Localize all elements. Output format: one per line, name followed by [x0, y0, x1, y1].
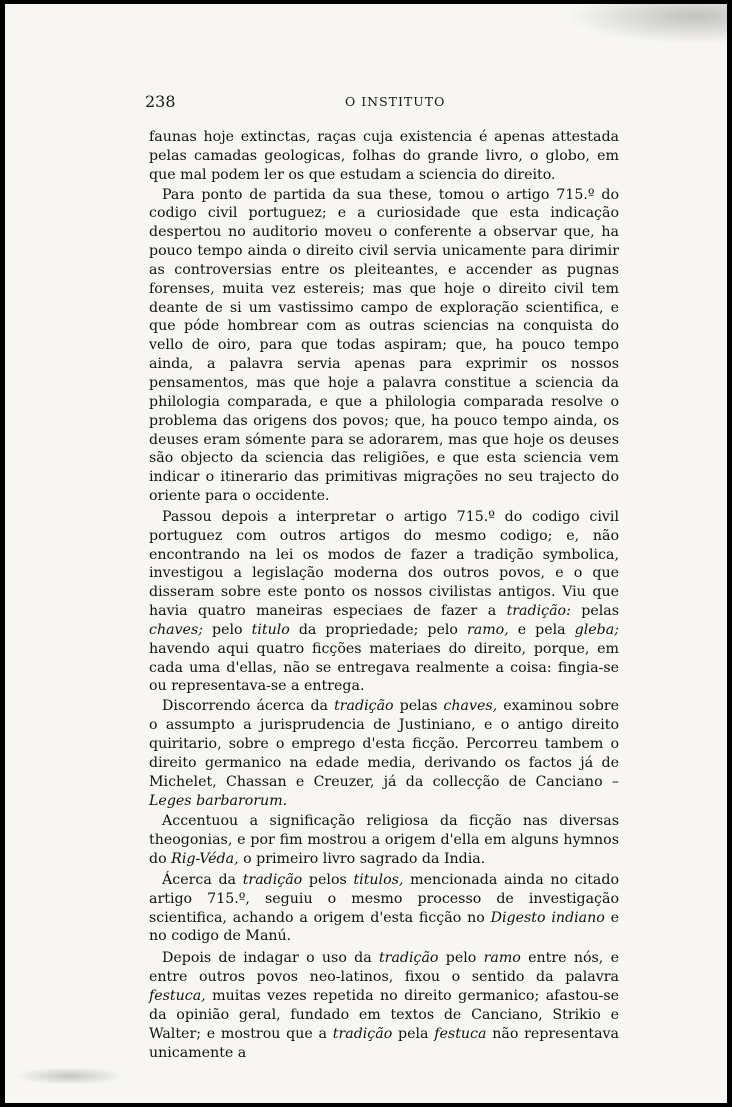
italic-term: Leges barbarorum. — [149, 792, 288, 809]
text-span: pelo — [438, 950, 484, 967]
italic-term: chaves; — [149, 621, 204, 638]
text-span: mencionada ainda no citado artigo 715.º, seguiu o mesmo processo de investigação scientifica, achando a origem d'esta ficção no — [149, 871, 620, 926]
italic-term: tradição — [332, 1025, 393, 1042]
paragraph — [149, 871, 619, 946]
italic-term: tradição — [378, 950, 439, 967]
italic-term: titulo — [251, 621, 290, 638]
text-span: pelas — [393, 698, 444, 715]
text-span: Accentuou a significação religiosa da ficção nas diversas theogonias, e por fim mostrou a origem d'ella em alguns hymnos do — [149, 813, 619, 868]
paragraph — [149, 949, 619, 1062]
italic-term: ramo — [483, 950, 521, 967]
text-span: examinou sobre o assumpto a jurisprudencia de Justiniano, e o antigo direito quiritario, sobre o emprego d'esta ficção. Percorreu tambem o direito germanico na edade media, derivando os factos já de Michelet, Chassan e Creuzer, já da collecção de Canciano – — [149, 698, 619, 790]
italic-term: festuca, — [149, 987, 206, 1004]
italic-term: gleba; — [574, 621, 620, 638]
text-span: Ácerca da — [162, 871, 243, 888]
text-span: Depois de indagar o uso da — [162, 950, 379, 967]
text-span: entre nós, e entre outros povos neo-latinos, fixou o sentido da palavra — [149, 950, 619, 986]
page-number: 238 — [145, 92, 176, 111]
running-title: O INSTITUTO — [345, 94, 446, 109]
text-span: pelos — [302, 871, 354, 888]
paragraph — [149, 186, 619, 506]
italic-term: Digesto indiano — [490, 909, 605, 926]
italic-term: chaves, — [443, 698, 498, 715]
italic-term: tradição — [242, 871, 303, 888]
text-span: havendo aqui quatro ficções materiaes do direito, porque, em cada uma d'ellas, não se entregava realmente a coisa: fingia-se ou representava-se a entrega. — [149, 640, 619, 695]
text-span: e no codigo de Manú. — [149, 909, 620, 945]
scan-smudge-top — [567, 4, 727, 44]
text-span: pelas — [570, 603, 619, 620]
italic-term: tradição — [334, 698, 394, 715]
text-span: Discorrendo ácerca da — [162, 698, 335, 715]
text-span: Passou depois a interpretar o artigo 715.º do codigo civil portuguez com outros artigos do mesmo codigo; e, não encontrando na lei os modos de fazer a tradição symbolica, investigou a legislação moderna dos outros povos, e o que disseram sobre este ponto os nossos civilistas antigos. Viu que havia quatro maneiras especiaes de fazer a — [149, 508, 619, 620]
italic-term: tradição: — [506, 603, 571, 620]
text-span: muitas vezes repetida no direito germanico; afastou-se da opinião geral, fundado em textos de Canciano, Strikio e Walter; e mostrou que a — [149, 987, 619, 1042]
text-span: não representava unicamente a — [149, 1025, 620, 1061]
page-header — [145, 92, 625, 114]
paragraph — [149, 697, 619, 810]
italic-term: ramo, — [466, 621, 509, 638]
italic-term: titulos, — [353, 871, 404, 888]
book-page — [5, 4, 727, 1103]
text-span: pelo — [203, 621, 252, 638]
italic-term: Rig-Véda, — [171, 851, 239, 868]
text-span: e pela — [508, 621, 575, 638]
text-span: o primeiro livro sagrado da India. — [238, 851, 486, 868]
paragraph — [149, 812, 619, 869]
paragraph — [149, 508, 619, 696]
text-span: Para ponto de partida da sua these, tomou o artigo 715.º do codigo civil portuguez; e a curiosidade que esta indicação despertou no auditorio moveu o conferente a observar que, ha pouco tempo ainda o direito civil servia unicamente para dirimir as controversias entre os pleiteantes, e accender as pugnas forenses, muita vez estereis; mas que hoje o direito civil tem deante de si um vastissimo campo de exploração scientifica, e que póde hombrear com as outras sciencias na conquista do vello de oiro, para que todas aspiram; que, ha pouco tempo ainda, a palavra servia apenas para exprimir os nossos pensamentos, mas que hoje a palavra constitue a sciencia da philologia comparada, e que a philologia comparada resolve o problema das origens dos povos; que, ha pouco tempo ainda, os deuses eram sómente para se adorarem, mas que hoje os deuses são objecto da sciencia das religiões, e que esta sciencia vem indicar o itinerario das primitivas migrações no seu trajecto do oriente para o occidente. — [149, 186, 619, 505]
text-span: pela — [392, 1025, 435, 1042]
paragraph — [149, 128, 619, 185]
scan-smudge-bottom — [15, 1067, 125, 1085]
body-text — [149, 128, 619, 1062]
text-span: da propriedade; pelo — [289, 621, 467, 638]
text-span: faunas hoje extinctas, raças cuja existencia é apenas attestada pelas camadas geologicas, folhas do grande livro, o globo, em que mal podem ler os que estudam a sciencia do direito. — [149, 129, 619, 183]
italic-term: festuca — [434, 1025, 487, 1042]
